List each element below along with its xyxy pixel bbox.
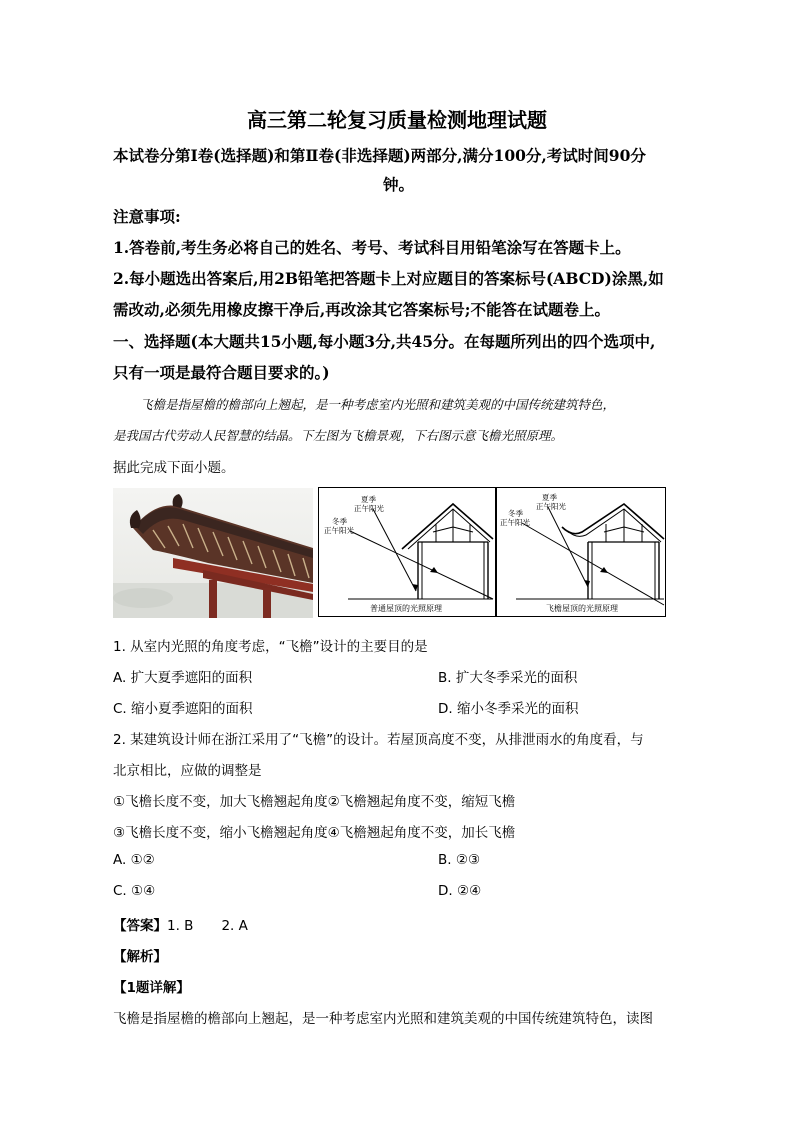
q2-option-b: B. ②③ (438, 852, 481, 868)
detail-tag: 【1题详解】 (113, 980, 190, 996)
intro-line-2: 钟。 (383, 175, 415, 194)
summer-noon-label: 正午阳光 (354, 504, 384, 513)
q2-option-c: C. ①④ (113, 883, 156, 899)
intro-line-1: 本试卷分第Ⅰ卷(选择题)和第Ⅱ卷(非选择题)两部分,满分100分,考试时间90分 (113, 146, 646, 165)
summer-label: 夏季 (361, 495, 376, 504)
winter-noon-label: 正午阳光 (500, 518, 530, 527)
q2-option-a: A. ①② (113, 852, 155, 868)
winter-label: 冬季 (332, 517, 347, 526)
q2-stem-line-2: 北京相比，应做的调整是 (113, 763, 262, 779)
q2-choices-1-2: ①飞檐长度不变，加大飞檐翘起角度②飞檐翘起角度不变，缩短飞檐 (113, 794, 516, 810)
answer-2: 2. A (221, 918, 248, 934)
notice-heading: 注意事项: (113, 207, 181, 226)
flying-eaves-photo (113, 488, 313, 618)
notice-item-1: 1.答卷前,考生务必将自己的姓名、考号、考试科目用铅笔涂写在答题卡上。 (113, 238, 631, 257)
detail-text: 飞檐是指屋檐的檐部向上翘起，是一种考虑室内光照和建筑美观的中国传统建筑特色，读图 (113, 1011, 653, 1027)
section-heading-line-2: 只有一项是最符合题目要求的。) (113, 363, 330, 382)
analysis-tag: 【解析】 (113, 949, 167, 965)
summer-label: 夏季 (542, 493, 557, 502)
winter-noon-label: 正午阳光 (324, 526, 354, 535)
ordinary-roof-diagram (318, 487, 496, 617)
flying-eaves-diagram (496, 487, 666, 617)
q2-option-d: D. ②④ (438, 883, 482, 899)
section-heading-line-1: 一、选择题(本大题共15小题,每小题3分,共45分。在每题所列出的四个选项中, (113, 332, 656, 351)
q2-stem-line-1: 2. 某建筑设计师在浙江采用了“飞檐”的设计。若屋顶高度不变，从排泄雨水的角度看，与 (113, 732, 644, 748)
q1-option-d: D. 缩小冬季采光的面积 (438, 701, 579, 717)
ordinary-roof-caption: 普通屋顶的光照原理 (370, 604, 442, 613)
page-title: 高三第二轮复习质量检测地理试题 (247, 108, 547, 132)
answer-tag: 【答案】 (113, 918, 167, 934)
q1-option-b: B. 扩大冬季采光的面积 (438, 670, 578, 686)
q1-option-c: C. 缩小夏季遮阳的面积 (113, 701, 253, 717)
passage-line-3: 据此完成下面小题。 (113, 460, 235, 476)
answer-line (113, 914, 248, 934)
answer-1: 1. B (167, 918, 194, 934)
q1-option-a: A. 扩大夏季遮阳的面积 (113, 670, 253, 686)
notice-item-2a: 2.每小题选出答案后,用2B铅笔把答题卡上对应题目的答案标号(ABCD)涂黑,如 (113, 269, 664, 288)
passage-line-1: 飞檐是指屋檐的檐部向上翘起，是一种考虑室内光照和建筑美观的中国传统建筑特色， (140, 397, 616, 412)
winter-label: 冬季 (508, 509, 523, 518)
notice-item-2b: 需改动,必须先用橡皮擦干净后,再改涂其它答案标号;不能答在试题卷上。 (113, 300, 611, 319)
q1-stem: 1. 从室内光照的角度考虑，“飞檐”设计的主要目的是 (113, 639, 428, 655)
passage-line-2: 是我国古代劳动人民智慧的结晶。下左图为飞檐景观，下右图示意飞檐光照原理。 (113, 428, 564, 443)
q2-choices-3-4: ③飞檐长度不变，缩小飞檐翘起角度④飞檐翘起角度不变，加长飞檐 (113, 825, 516, 841)
summer-noon-label: 正午阳光 (536, 502, 566, 511)
flying-eaves-caption: 飞檐屋顶的光照原理 (546, 604, 618, 613)
